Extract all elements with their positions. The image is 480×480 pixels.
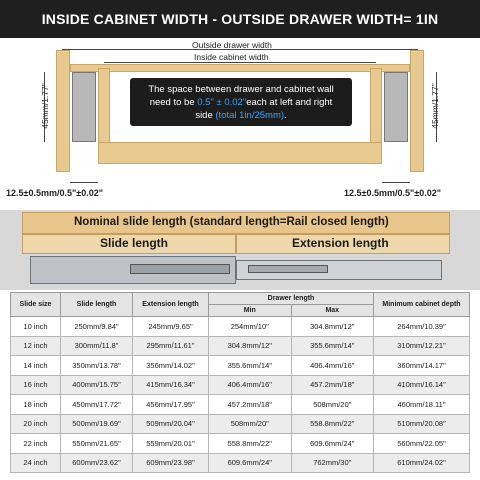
outside-width-label: Outside drawer width	[192, 40, 272, 50]
col-extension-length: Extension length	[133, 293, 209, 317]
cabinet-wall-right	[410, 50, 424, 172]
inside-width-label: Inside cabinet width	[194, 52, 269, 62]
table-row: 22 inch 550mm/21.65" 559mm/20.01" 558.8mm/22" 609.6mm/24" 560mm/22.05"	[11, 434, 470, 454]
table-row: 16 inch 400mm/15.75" 415mm/16.34" 406.4mm/16" 457.2mm/18" 410mm/16.14"	[11, 375, 470, 395]
table-row: 10 inch 250mm/9.84" 245mm/9.65" 254mm/10" 304.8mm/12" 264mm/10.39"	[11, 317, 470, 337]
message-line-2: need to be 0.5" ± 0.02"each at left and right	[149, 97, 333, 108]
height-label-right-text: 45mm/1.77"	[430, 83, 440, 129]
height-label-left: 45mm/1.77"	[40, 83, 50, 129]
ball-bearing-carriage	[130, 264, 230, 274]
table-row: 14 inch 350mm/13.78" 356mm/14.02" 355.6mm/14" 406.4mm/16" 360mm/14.17"	[11, 356, 470, 376]
message-total: (total 1in/25mm)	[215, 110, 285, 121]
extension-length-label: Extension length	[292, 236, 389, 250]
table-row: 12 inch 300mm/11.8" 295mm/11.61" 304.8mm/12" 355.6mm/14" 310mm/12.21"	[11, 336, 470, 356]
header-title: INSIDE CABINET WIDTH - OUTSIDE DRAWER WIDTH= 1IN	[41, 11, 439, 27]
inner-rail	[248, 265, 328, 273]
col-slide-length: Slide length	[61, 293, 133, 317]
spacing-message-box	[130, 78, 352, 126]
cabinet-diagram	[0, 38, 480, 208]
gap-line-right	[382, 182, 410, 183]
slide-size-table	[10, 292, 470, 473]
slide-length-label: Slide length	[100, 236, 169, 250]
message-tolerance: 0.5" ± 0.02"	[197, 97, 247, 108]
slide-rail-left	[72, 72, 96, 142]
message-line-1: The space between drawer and cabinet wall	[148, 84, 334, 95]
slide-section	[0, 210, 480, 290]
page-header	[0, 0, 480, 38]
col-slide-size: Slide size	[11, 293, 61, 317]
table-row: 18 inch 450mm/17.72" 456mm/17.95" 457.2mm/18" 508mm/20" 460mm/18.11"	[11, 395, 470, 415]
drawer-bottom	[98, 142, 382, 164]
col-drawer-min: Min	[209, 305, 292, 317]
table-row: 24 inch 600mm/23.62" 609mm/23.98" 609.6mm/24" 762mm/30" 610mm/24.02"	[11, 453, 470, 473]
inside-width-line	[104, 62, 376, 63]
col-min-cabinet-depth: Minimum cabinet depth	[374, 293, 470, 317]
gap-label-right: 12.5±0.5mm/0.5"±0.02"	[344, 188, 441, 198]
message-line-3: side (total 1in/25mm).	[195, 110, 287, 121]
col-drawer-max: Max	[291, 305, 374, 317]
nominal-length-label: Nominal slide length (standard length=Rail closed length)	[74, 216, 389, 228]
gap-label-left: 12.5±0.5mm/0.5"±0.02"	[6, 188, 103, 198]
height-label-right	[430, 66, 440, 146]
col-drawer-length: Drawer length	[209, 293, 374, 305]
slide-rail-right	[384, 72, 408, 142]
gap-line-left	[70, 182, 98, 183]
dimensions-table	[10, 292, 470, 473]
cabinet-top-rail	[70, 64, 410, 72]
cabinet-wall-left	[56, 50, 70, 172]
table-row: 20 inch 500mm/19.69" 509mm/20.04" 508mm/20" 558.8mm/22" 510mm/20.08"	[11, 414, 470, 434]
